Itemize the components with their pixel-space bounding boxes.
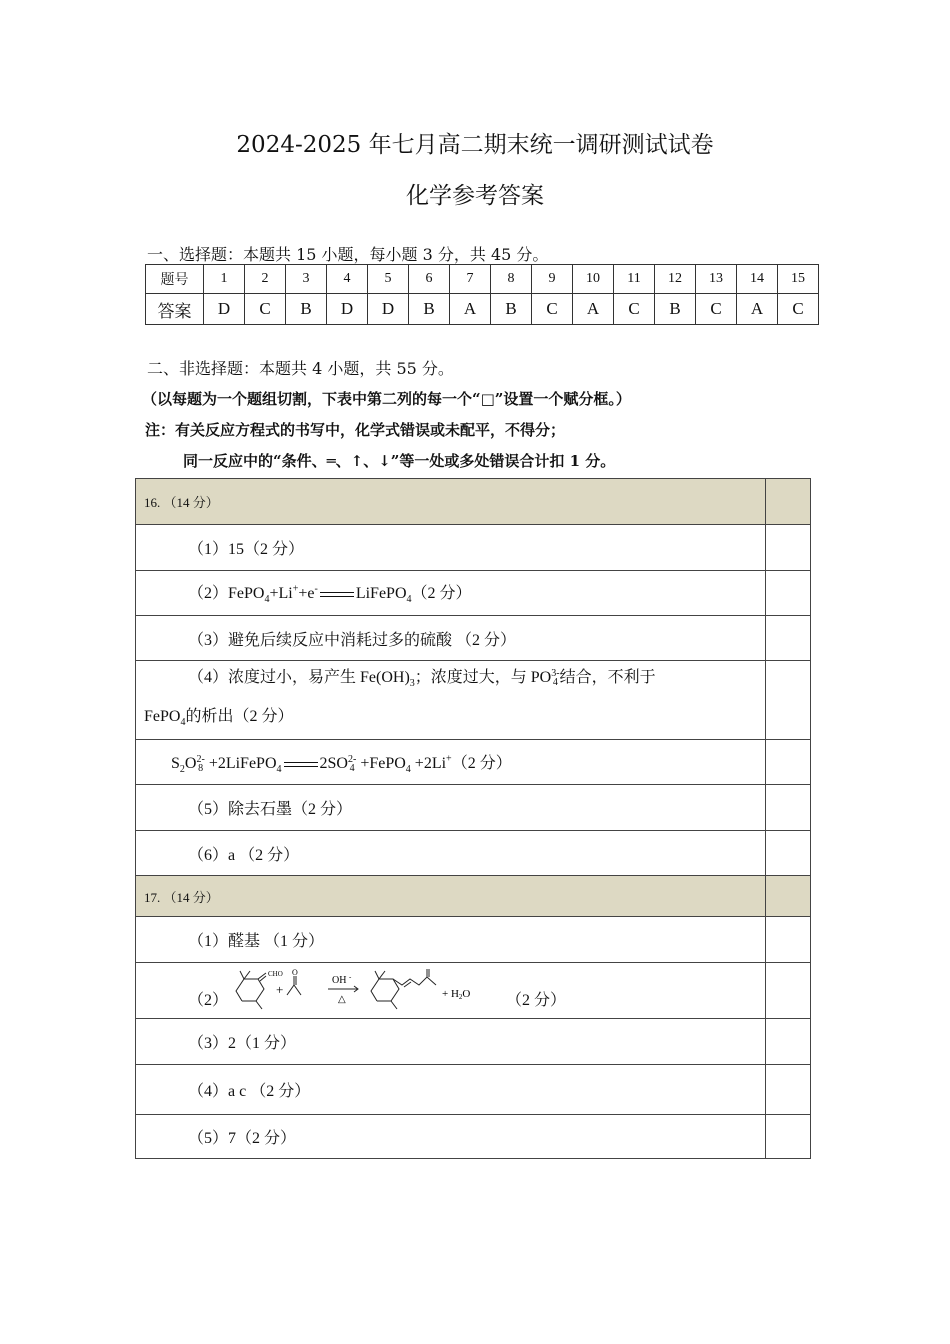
q17-header: 17. （14 分） xyxy=(136,876,766,917)
answer-text: FePO xyxy=(144,708,181,726)
charge-label: - xyxy=(349,972,352,981)
q17-answer-row xyxy=(136,1065,811,1115)
question-number: 13 xyxy=(696,265,737,294)
question-number: 15 xyxy=(778,265,819,294)
answer-letter: B xyxy=(409,294,450,325)
section2-heading: 二、非选择题：本题共 4 小题，共 55 分。 xyxy=(147,359,454,378)
answer-grid xyxy=(145,264,819,325)
question-number: 7 xyxy=(450,265,491,294)
answer-letter: B xyxy=(491,294,532,325)
answer-text: ；浓度过大，与 PO xyxy=(414,669,552,686)
score-box[interactable] xyxy=(766,917,811,963)
formula-text: LiFePO xyxy=(355,585,407,603)
charge-annotation: 2- 8 xyxy=(196,754,205,775)
water-text: O xyxy=(462,987,471,1000)
equals-sign-icon xyxy=(320,592,354,597)
question-number: 10 xyxy=(573,265,614,294)
answer-letter: D xyxy=(204,294,245,325)
q16-answer-row xyxy=(136,831,811,876)
score-box[interactable] xyxy=(766,1065,811,1115)
score-box[interactable] xyxy=(766,831,811,876)
score-box[interactable] xyxy=(766,661,811,740)
charge-annotation: 3- 4 xyxy=(551,668,560,689)
question-number: 2 xyxy=(245,265,286,294)
q16-answer-3: （3）避免后续反应中消耗过多的硫酸 （2 分） xyxy=(136,616,766,661)
answer-label: （2） xyxy=(188,991,229,1009)
score-box[interactable] xyxy=(766,785,811,831)
q16-answer-4: （4）浓度过小，易产生 $Fe(OH)_3$；浓度过大，与 PO3- 4 结合，不利于 FePO$_4$的析出（2 分） xyxy=(136,661,766,740)
formula-text: S xyxy=(171,754,180,772)
q16-answer-row xyxy=(136,616,811,661)
q16-equation: $S_2O2-$ 8 +2LiFePO$_4$ 2SO2- 4 +FePO$_4$ +2Li+（2 分） xyxy=(136,740,766,785)
q17-answer-row xyxy=(136,1115,811,1159)
score-text: （2 分） xyxy=(451,754,512,772)
plus-sign: + xyxy=(276,981,284,997)
section1-heading: 一、选择题：本题共 15 小题，每小题 3 分，共 45 分。 xyxy=(147,245,549,264)
water-text: + H xyxy=(442,987,459,1000)
row-label-answer: 答案 xyxy=(146,294,204,325)
q17-answer-5: （5）7（2 分） xyxy=(136,1115,766,1159)
condition-hydroxide: OH xyxy=(332,974,347,986)
q17-answer-row xyxy=(136,1019,811,1065)
question-number: 12 xyxy=(655,265,696,294)
formula-text: +2LiFePO xyxy=(204,754,277,772)
score-box[interactable] xyxy=(766,479,811,525)
q17-answer-3: （3）2（1 分） xyxy=(136,1019,766,1065)
score-box[interactable] xyxy=(766,876,811,917)
q16-answer-row xyxy=(136,525,811,571)
aldol-reaction-scheme xyxy=(232,967,502,1015)
answer-letter: C xyxy=(532,294,573,325)
formula-text: +e xyxy=(298,585,315,603)
score-box[interactable] xyxy=(766,571,811,616)
q17-answer-2 xyxy=(136,963,766,1019)
oxygen-label: O xyxy=(292,967,298,977)
question-number: 6 xyxy=(409,265,450,294)
equals-sign-icon xyxy=(284,762,318,767)
q16-answer-5: （5）除去石墨（2 分） xyxy=(136,785,766,831)
q17-answer-row xyxy=(136,963,811,1019)
question-number: 5 xyxy=(368,265,409,294)
answer-letter: A xyxy=(737,294,778,325)
section2-note-deduction: 同一反应中的“条件、═、↑、↓”等一处或多处错误合计扣 1 分。 xyxy=(183,452,616,470)
formula-text: （2）FePO xyxy=(188,585,265,603)
formula-text: O xyxy=(184,754,197,772)
answer-letter: C xyxy=(696,294,737,325)
page-subtitle: 化学参考答案 xyxy=(406,183,544,209)
q17-answer-4: （4）a c （2 分） xyxy=(136,1065,766,1115)
score-text: （2 分） xyxy=(506,991,567,1009)
q16-answer-6: （6）a （2 分） xyxy=(136,831,766,876)
score-text: （2 分） xyxy=(411,585,472,603)
page-title: 2024-2025 年七月高二期末统一调研测试试卷 xyxy=(236,132,714,158)
q16-header-row xyxy=(136,479,811,525)
charge-annotation: 2- 4 xyxy=(347,754,357,775)
answer-table xyxy=(135,478,811,1159)
answer-row xyxy=(146,294,819,325)
question-number: 1 xyxy=(204,265,245,294)
question-number: 11 xyxy=(614,265,655,294)
score-box[interactable] xyxy=(766,740,811,785)
answer-text: 的析出（2 分） xyxy=(185,708,294,726)
score-box[interactable] xyxy=(766,1115,811,1159)
answer-letter: C xyxy=(614,294,655,325)
formula-text: 2SO xyxy=(319,754,348,772)
q17-answer-1: （1）醛基 （1 分） xyxy=(136,917,766,963)
question-number: 3 xyxy=(286,265,327,294)
row-label-question: 题号 xyxy=(146,265,204,294)
q16-answer-row xyxy=(136,571,811,616)
score-box[interactable] xyxy=(766,616,811,661)
condition-heat-icon: △ xyxy=(338,993,346,1005)
answer-letter: C xyxy=(245,294,286,325)
water-product: + H2O xyxy=(442,987,471,1001)
question-number-row xyxy=(146,265,819,294)
answer-letter: A xyxy=(450,294,491,325)
formula-text: +Li xyxy=(269,585,293,603)
answer-letter: C xyxy=(778,294,819,325)
q17-header-row xyxy=(136,876,811,917)
section2-note-scoring: （以每题为一个题组切割，下表中第二列的每一个“□”设置一个赋分框。） xyxy=(142,390,631,408)
score-box[interactable] xyxy=(766,525,811,571)
q16-answer-1: （1）15（2 分） xyxy=(136,525,766,571)
q17-answer-row xyxy=(136,917,811,963)
formula-text: +FePO xyxy=(356,754,406,772)
score-box[interactable] xyxy=(766,963,811,1019)
question-number: 8 xyxy=(491,265,532,294)
answer-text: （4）浓度过小，易产生 Fe(OH) xyxy=(188,669,410,686)
answer-letter: B xyxy=(286,294,327,325)
q16-answer-2: （2）FePO$_4$+Li++e- LiFePO$_4$（2 分） xyxy=(136,571,766,616)
answer-letter: B xyxy=(655,294,696,325)
answer-letter: A xyxy=(573,294,614,325)
answer-letter: D xyxy=(368,294,409,325)
section2-note-equations: 注：有关反应方程式的书写中，化学式错误或未配平，不得分； xyxy=(145,421,566,439)
cho-label: CHO xyxy=(268,969,283,978)
formula-text: +2Li xyxy=(410,754,447,772)
question-number: 4 xyxy=(327,265,368,294)
score-box[interactable] xyxy=(766,1019,811,1065)
q16-header: 16. （14 分） xyxy=(136,479,766,525)
answer-letter: D xyxy=(327,294,368,325)
question-number: 14 xyxy=(737,265,778,294)
q16-answer-row xyxy=(136,785,811,831)
q16-equation-row xyxy=(136,740,811,785)
question-number: 9 xyxy=(532,265,573,294)
answer-text: 结合，不利于 xyxy=(559,669,656,686)
q16-answer-row xyxy=(136,661,811,740)
